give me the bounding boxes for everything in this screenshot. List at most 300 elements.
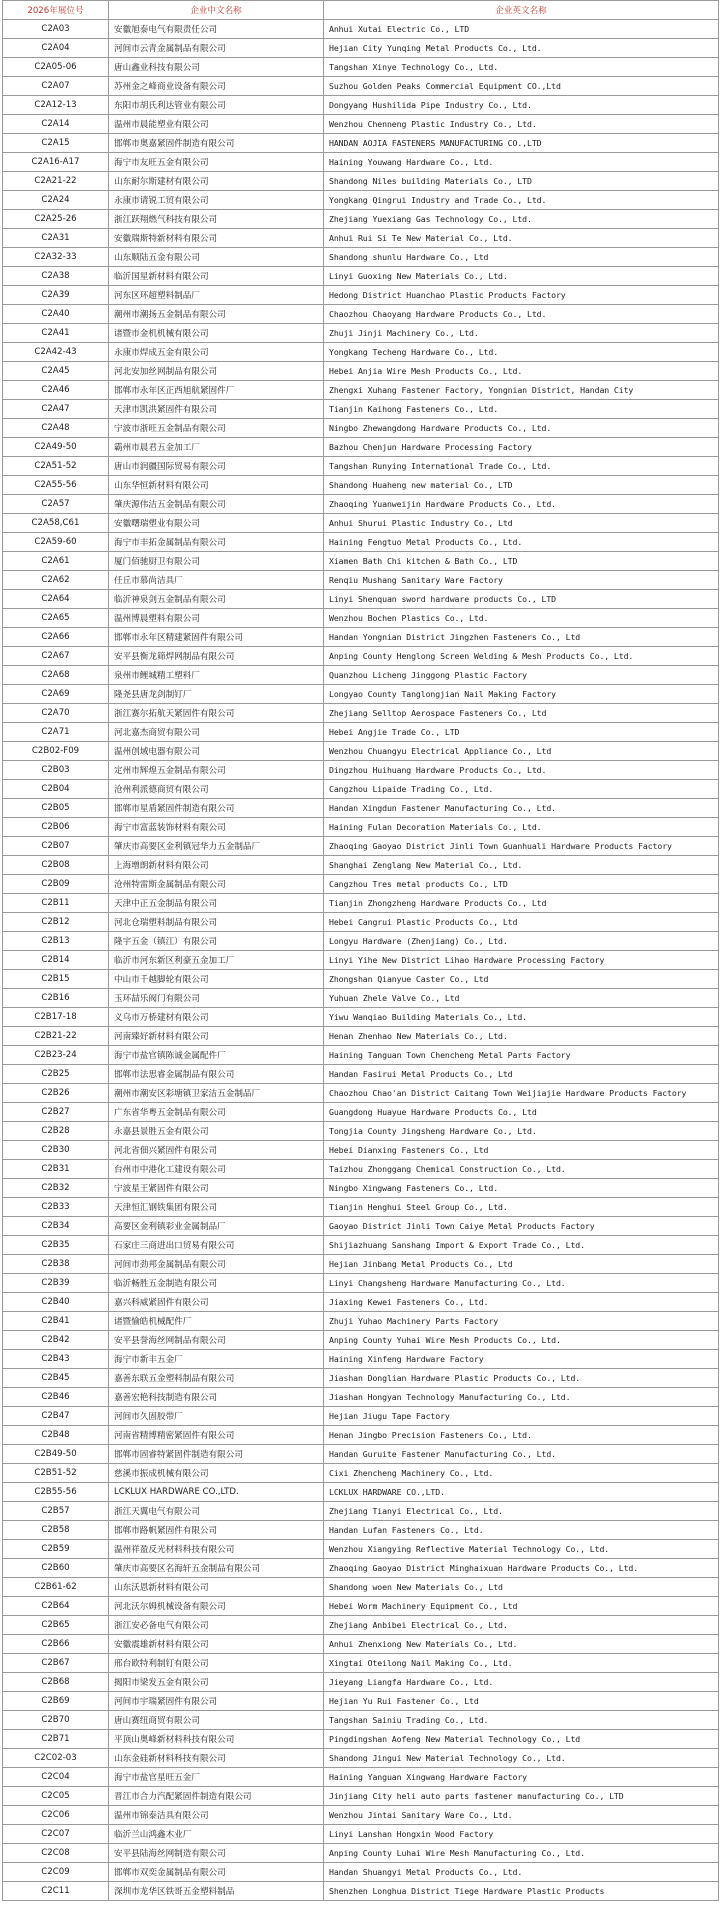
english-name-cell: Anhui Rui Si Te New Material Co., Ltd. — [324, 229, 719, 248]
chinese-name-cell: 广东省华粤五金制品有限公司 — [109, 1103, 324, 1122]
english-name-cell: Shanghai Zenglang New Material Co., Ltd. — [324, 856, 719, 875]
table-row — [3, 704, 719, 723]
booth-number-cell: C2A39 — [3, 286, 109, 305]
booth-number-cell: C2B17-18 — [3, 1008, 109, 1027]
table-row — [3, 362, 719, 381]
booth-number-cell: C2A59-60 — [3, 533, 109, 552]
chinese-name-cell: 唐山鑫业科技有限公司 — [109, 58, 324, 77]
table-row — [3, 970, 719, 989]
english-name-cell: Anping County Henglong Screen Welding & Mesh Products Co., Ltd. — [324, 647, 719, 666]
table-row — [3, 96, 719, 115]
booth-number-cell: C2A15 — [3, 134, 109, 153]
english-name-cell: Hejian Yu Rui Fastener Co., Ltd — [324, 1692, 719, 1711]
booth-number-cell: C2B11 — [3, 894, 109, 913]
booth-number-cell: C2A14 — [3, 115, 109, 134]
chinese-name-cell: 浙江安必备电气有限公司 — [109, 1616, 324, 1635]
chinese-name-cell: 安平县陆海丝网制造有限公司 — [109, 1844, 324, 1863]
chinese-name-cell: 浙江天翼电气有限公司 — [109, 1502, 324, 1521]
chinese-name-cell: 邯郸市双奕金属制品有限公司 — [109, 1863, 324, 1882]
table-row — [3, 628, 719, 647]
booth-number-cell: C2B35 — [3, 1236, 109, 1255]
chinese-name-cell: 邯郸市路帆紧固件有限公司 — [109, 1521, 324, 1540]
booth-number-cell: C2B02-F09 — [3, 742, 109, 761]
chinese-name-cell: 河间市久固胶带厂 — [109, 1407, 324, 1426]
english-name-cell: Wenzhou Xiangying Reflective Material Technology Co., Ltd. — [324, 1540, 719, 1559]
table-row — [3, 552, 719, 571]
table-row — [3, 514, 719, 533]
english-name-cell: Zhaoqing Yuanweijin Hardware Products Co., Ltd. — [324, 495, 719, 514]
chinese-name-cell: 石家庄三商进出口贸易有限公司 — [109, 1236, 324, 1255]
chinese-name-cell: 河北嘉杰商贸有限公司 — [109, 723, 324, 742]
booth-number-cell: C2B15 — [3, 970, 109, 989]
english-name-cell: Haining Xinfeng Hardware Factory — [324, 1350, 719, 1369]
chinese-name-cell: 临沂市河东新区利豪五金加工厂 — [109, 951, 324, 970]
chinese-name-cell: 河南臻好新材料有限公司 — [109, 1027, 324, 1046]
booth-number-cell: C2B13 — [3, 932, 109, 951]
booth-number-cell: C2B60 — [3, 1559, 109, 1578]
chinese-name-cell: 深圳市龙华区铁哥五金塑料制品 — [109, 1882, 324, 1901]
english-name-cell: Jinjiang City heli auto parts fastener manufacturing Co., LTD — [324, 1787, 719, 1806]
english-name-cell: Hebei Dianxing Fasteners Co., Ltd — [324, 1141, 719, 1160]
chinese-name-cell: 霸州市晨君五金加工厂 — [109, 438, 324, 457]
booth-number-cell: C2B46 — [3, 1388, 109, 1407]
english-name-cell: Zhaoqing Gaoyao District Jinli Town Guanhuali Hardware Products Factory — [324, 837, 719, 856]
table-row — [3, 381, 719, 400]
table-row — [3, 742, 719, 761]
booth-number-cell: C2C07 — [3, 1825, 109, 1844]
chinese-name-cell: 临沂兰山鸿鑫木业厂 — [109, 1825, 324, 1844]
booth-number-cell: C2B51-52 — [3, 1464, 109, 1483]
english-name-cell: Wenzhou Chenneng Plastic Industry Co., Ltd. — [324, 115, 719, 134]
chinese-name-cell: 临沂畅胜五金制造有限公司 — [109, 1274, 324, 1293]
english-name-cell: Zhejiang Tianyi Electrical Co., Ltd. — [324, 1502, 719, 1521]
booth-number-cell: C2B32 — [3, 1179, 109, 1198]
chinese-name-cell: 平顶山奥峰新材料科技有限公司 — [109, 1730, 324, 1749]
table-row — [3, 1198, 719, 1217]
chinese-name-cell: 安徽震雄新材料有限公司 — [109, 1635, 324, 1654]
table-row — [3, 875, 719, 894]
booth-number-cell: C2B40 — [3, 1293, 109, 1312]
table-row — [3, 666, 719, 685]
table-row — [3, 647, 719, 666]
english-name-cell: Anhui Shurui Plastic Industry Co., Ltd — [324, 514, 719, 533]
english-name-cell: Dongyang Hushilida Pipe Industry Co., Ltd. — [324, 96, 719, 115]
table-row — [3, 1388, 719, 1407]
booth-number-cell: C2B65 — [3, 1616, 109, 1635]
table-row — [3, 58, 719, 77]
chinese-name-cell: 宁波市浙旺五金制品有限公司 — [109, 419, 324, 438]
booth-number-cell: C2A45 — [3, 362, 109, 381]
table-row — [3, 1274, 719, 1293]
booth-number-cell: C2A64 — [3, 590, 109, 609]
chinese-name-cell: 肇庆市高要区金利镇冠华力五金制品厂 — [109, 837, 324, 856]
table-row — [3, 248, 719, 267]
booth-number-cell: C2B06 — [3, 818, 109, 837]
english-name-cell: Zhuji Jinji Machinery Co., Ltd. — [324, 324, 719, 343]
chinese-name-cell: 山东顺陆五金有限公司 — [109, 248, 324, 267]
table-row — [3, 1179, 719, 1198]
table-row — [3, 571, 719, 590]
english-name-cell: Suzhou Golden Peaks Commercial Equipment CO.,Ltd — [324, 77, 719, 96]
chinese-name-cell: 肇庆市高要区名海轩五金制品有限公司 — [109, 1559, 324, 1578]
table-row — [3, 1103, 719, 1122]
english-name-cell: Jiashan Hongyan Technology Manufacturing Co., Ltd. — [324, 1388, 719, 1407]
chinese-name-cell: 山东沃恩新材料有限公司 — [109, 1578, 324, 1597]
english-name-cell: Henan Zhenhao New Materials Co., Ltd. — [324, 1027, 719, 1046]
table-row — [3, 20, 719, 39]
english-name-cell: Tianjin Henghui Steel Group Co., Ltd. — [324, 1198, 719, 1217]
chinese-name-cell: 温州市锦泰洁具有限公司 — [109, 1806, 324, 1825]
chinese-name-cell: 邯郸市永年区精建紧固件有限公司 — [109, 628, 324, 647]
english-name-cell: Handan Shuangyi Metal Products Co., Ltd. — [324, 1863, 719, 1882]
chinese-name-cell: 邯郸市永年区正西旭航紧固件厂 — [109, 381, 324, 400]
chinese-name-cell: 高要区金利镇彩业金属制品厂 — [109, 1217, 324, 1236]
booth-number-cell: C2A58,C61 — [3, 514, 109, 533]
table-row — [3, 1483, 719, 1502]
booth-number-cell: C2B61-62 — [3, 1578, 109, 1597]
table-row — [3, 1464, 719, 1483]
header-english-name: 企业英文名称 — [324, 1, 719, 20]
table-row — [3, 837, 719, 856]
table-body — [3, 20, 719, 1901]
booth-number-cell: C2A69 — [3, 685, 109, 704]
chinese-name-cell: LCKLUX HARDWARE CO.,LTD. — [109, 1483, 324, 1502]
chinese-name-cell: 河南省精博精密紧固件有限公司 — [109, 1426, 324, 1445]
table-row — [3, 1521, 719, 1540]
english-name-cell: Tianjin Zhongzheng Hardware Products Co., Ltd — [324, 894, 719, 913]
table-row — [3, 1749, 719, 1768]
table-row — [3, 1730, 719, 1749]
english-name-cell: Haining Fengtuo Metal Products Co., Ltd. — [324, 533, 719, 552]
chinese-name-cell: 厦门佰驰厨卫有限公司 — [109, 552, 324, 571]
chinese-name-cell: 海宁市盐官星旺五金厂 — [109, 1768, 324, 1787]
booth-number-cell: C2A25-26 — [3, 210, 109, 229]
booth-number-cell: C2A55-56 — [3, 476, 109, 495]
english-name-cell: Tongjia County Jingsheng Hardware Co., Ltd. — [324, 1122, 719, 1141]
table-row — [3, 533, 719, 552]
chinese-name-cell: 河北省佃兴紧固件有限公司 — [109, 1141, 324, 1160]
booth-number-cell: C2A61 — [3, 552, 109, 571]
table-row — [3, 609, 719, 628]
table-row — [3, 1654, 719, 1673]
booth-number-cell: C2A16-A17 — [3, 153, 109, 172]
booth-number-cell: C2A42-43 — [3, 343, 109, 362]
chinese-name-cell: 永康市焊成五金有限公司 — [109, 343, 324, 362]
table-row — [3, 989, 719, 1008]
chinese-name-cell: 海宁市丰拓金属制品有限公司 — [109, 533, 324, 552]
booth-number-cell: C2B12 — [3, 913, 109, 932]
chinese-name-cell: 永康市请锐工贸有限公司 — [109, 191, 324, 210]
table-row — [3, 1692, 719, 1711]
booth-number-cell: C2C06 — [3, 1806, 109, 1825]
header-booth-number: 2026年展位号 — [3, 1, 109, 20]
table-row — [3, 1426, 719, 1445]
english-name-cell: Ningbo Xingwang Fasteners Co., Ltd. — [324, 1179, 719, 1198]
chinese-name-cell: 温州创域电器有限公司 — [109, 742, 324, 761]
table-row — [3, 951, 719, 970]
chinese-name-cell: 安徽旭泰电气有限责任公司 — [109, 20, 324, 39]
table-row — [3, 1578, 719, 1597]
table-row — [3, 419, 719, 438]
english-name-cell: Hebei Worm Machinery Equipment Co., Ltd — [324, 1597, 719, 1616]
english-name-cell: Gaoyao District Jinli Town Caiye Metal Products Factory — [324, 1217, 719, 1236]
chinese-name-cell: 中山市千越脚轮有限公司 — [109, 970, 324, 989]
chinese-name-cell: 慈溪市振成机械有限公司 — [109, 1464, 324, 1483]
booth-number-cell: C2B21-22 — [3, 1027, 109, 1046]
chinese-name-cell: 嘉善宏艳科技制造有限公司 — [109, 1388, 324, 1407]
chinese-name-cell: 沧州利派德商贸有限公司 — [109, 780, 324, 799]
booth-number-cell: C2B69 — [3, 1692, 109, 1711]
booth-number-cell: C2A49-50 — [3, 438, 109, 457]
booth-number-cell: C2A48 — [3, 419, 109, 438]
table-row — [3, 115, 719, 134]
english-name-cell: Anping County Luhai Wire Mesh Manufacturing Co., Ltd. — [324, 1844, 719, 1863]
chinese-name-cell: 海宁市新丰五金厂 — [109, 1350, 324, 1369]
english-name-cell: Linyi Changsheng Hardware Manufacturing Co., Ltd. — [324, 1274, 719, 1293]
chinese-name-cell: 山东华恒新材料有限公司 — [109, 476, 324, 495]
english-name-cell: Linyi Lanshan Hongxin Wood Factory — [324, 1825, 719, 1844]
chinese-name-cell: 义乌市万桥建材有限公司 — [109, 1008, 324, 1027]
english-name-cell: Wenzhou Jintai Sanitary Ware Co., Ltd. — [324, 1806, 719, 1825]
chinese-name-cell: 山东金硅新材料科技有限公司 — [109, 1749, 324, 1768]
table-row — [3, 324, 719, 343]
booth-number-cell: C2C02-03 — [3, 1749, 109, 1768]
english-name-cell: Xiamen Bath Chi kitchen & Bath Co., LTD — [324, 552, 719, 571]
booth-number-cell: C2B42 — [3, 1331, 109, 1350]
chinese-name-cell: 嘉兴科威紧固件有限公司 — [109, 1293, 324, 1312]
booth-number-cell: C2B14 — [3, 951, 109, 970]
table-row — [3, 1312, 719, 1331]
chinese-name-cell: 河北安加丝网制品有限公司 — [109, 362, 324, 381]
english-name-cell: Shandong Jingui New Material Technology Co., Ltd. — [324, 1749, 719, 1768]
table-row — [3, 723, 719, 742]
chinese-name-cell: 邯郸市奥嘉紧固件制造有限公司 — [109, 134, 324, 153]
chinese-name-cell: 揭阳市梁发五金有限公司 — [109, 1673, 324, 1692]
table-row — [3, 229, 719, 248]
english-name-cell: HANDAN AOJIA FASTENERS MANUFACTURING CO.,LTD — [324, 134, 719, 153]
exhibitor-table — [2, 0, 719, 1901]
table-row — [3, 495, 719, 514]
booth-number-cell: C2B57 — [3, 1502, 109, 1521]
table-row — [3, 1065, 719, 1084]
table-row — [3, 1863, 719, 1882]
booth-number-cell: C2A05-06 — [3, 58, 109, 77]
booth-number-cell: C2A67 — [3, 647, 109, 666]
booth-number-cell: C2B47 — [3, 1407, 109, 1426]
english-name-cell: Hejian Jinbang Metal Products Co., Ltd — [324, 1255, 719, 1274]
english-name-cell: Shandong shunlu Hardware Co., Ltd — [324, 248, 719, 267]
chinese-name-cell: 隆宇五金（镇江）有限公司 — [109, 932, 324, 951]
booth-number-cell: C2A32-33 — [3, 248, 109, 267]
table-row — [3, 305, 719, 324]
chinese-name-cell: 诸暨愉皓机械配件厂 — [109, 1312, 324, 1331]
english-name-cell: Tangshan Runying International Trade Co., Ltd. — [324, 457, 719, 476]
english-name-cell: Tangshan Sainiu Trading Co., Ltd. — [324, 1711, 719, 1730]
booth-number-cell: C2B67 — [3, 1654, 109, 1673]
table-row — [3, 1445, 719, 1464]
english-name-cell: Shenzhen Longhua District Tiege Hardware Plastic Products — [324, 1882, 719, 1901]
english-name-cell: Henan Jingbo Precision Fasteners Co., Ltd. — [324, 1426, 719, 1445]
table-row — [3, 685, 719, 704]
table-row — [3, 1331, 719, 1350]
booth-number-cell: C2B68 — [3, 1673, 109, 1692]
booth-number-cell: C2A47 — [3, 400, 109, 419]
table-row — [3, 1369, 719, 1388]
english-name-cell: Handan Lufan Fasteners Co., Ltd. — [324, 1521, 719, 1540]
booth-number-cell: C2A12-13 — [3, 96, 109, 115]
english-name-cell: Anhui Xutai Electric Co., LTD — [324, 20, 719, 39]
table-row — [3, 1217, 719, 1236]
english-name-cell: Pingdingshan Aofeng New Material Technology Co., Ltd — [324, 1730, 719, 1749]
english-name-cell: Jiaxing Kewei Fasteners Co., Ltd. — [324, 1293, 719, 1312]
table-row — [3, 267, 719, 286]
chinese-name-cell: 浙江跃翔燃气科技有限公司 — [109, 210, 324, 229]
booth-number-cell: C2B27 — [3, 1103, 109, 1122]
english-name-cell: Xingtai Oteilong Nail Making Co., Ltd. — [324, 1654, 719, 1673]
english-name-cell: Zhuji Yuhao Machinery Parts Factory — [324, 1312, 719, 1331]
chinese-name-cell: 苏州金之峰商业设备有限公司 — [109, 77, 324, 96]
chinese-name-cell: 上海增朗新材料有限公司 — [109, 856, 324, 875]
chinese-name-cell: 台州市中港化工建设有限公司 — [109, 1160, 324, 1179]
english-name-cell: Shandong woen New Materials Co., Ltd — [324, 1578, 719, 1597]
chinese-name-cell: 河东区环超塑料制品厂 — [109, 286, 324, 305]
table-row — [3, 1559, 719, 1578]
chinese-name-cell: 玉环喆乐阀门有限公司 — [109, 989, 324, 1008]
chinese-name-cell: 潮州市潮扬五金制品有限公司 — [109, 305, 324, 324]
booth-number-cell: C2B43 — [3, 1350, 109, 1369]
booth-number-cell: C2B45 — [3, 1369, 109, 1388]
chinese-name-cell: 山东耐尔斯建材有限公司 — [109, 172, 324, 191]
table-row — [3, 1084, 719, 1103]
chinese-name-cell: 邯郸市法思睿金属制品有限公司 — [109, 1065, 324, 1084]
table-row — [3, 1122, 719, 1141]
booth-number-cell: C2B04 — [3, 780, 109, 799]
chinese-name-cell: 临沂神泉剑五金制品有限公司 — [109, 590, 324, 609]
english-name-cell: Taizhou Zhonggang Chemical Construction Co., Ltd. — [324, 1160, 719, 1179]
table-row — [3, 1673, 719, 1692]
booth-number-cell: C2A07 — [3, 77, 109, 96]
table-row — [3, 476, 719, 495]
booth-number-cell: C2B30 — [3, 1141, 109, 1160]
chinese-name-cell: 邯郸市星盾紧固件制造有限公司 — [109, 799, 324, 818]
chinese-name-cell: 肇庆源伟洁五金制品有限公司 — [109, 495, 324, 514]
header-chinese-name: 企业中文名称 — [109, 1, 324, 20]
booth-number-cell: C2A46 — [3, 381, 109, 400]
chinese-name-cell: 河北沃尔姆机械设备有限公司 — [109, 1597, 324, 1616]
booth-number-cell: C2A70 — [3, 704, 109, 723]
table-row — [3, 343, 719, 362]
english-name-cell: Handan Xingdun Fastener Manufacturing Co., Ltd. — [324, 799, 719, 818]
booth-number-cell: C2B66 — [3, 1635, 109, 1654]
booth-number-cell: C2B64 — [3, 1597, 109, 1616]
english-name-cell: Haining Fulan Decoration Materials Co., Ltd. — [324, 818, 719, 837]
english-name-cell: Chaozhou Chaoyang Hardware Products Co., Ltd. — [324, 305, 719, 324]
booth-number-cell: C2C09 — [3, 1863, 109, 1882]
header-row — [3, 1, 719, 20]
table-row — [3, 438, 719, 457]
table-row — [3, 172, 719, 191]
chinese-name-cell: 安徽曙瑞塑业有限公司 — [109, 514, 324, 533]
table-row — [3, 1350, 719, 1369]
chinese-name-cell: 临沂国星新材料有限公司 — [109, 267, 324, 286]
english-name-cell: Wenzhou Bochen Plastics Co., Ltd. — [324, 609, 719, 628]
english-name-cell: Tianjin Kaihong Fasteners Co., Ltd. — [324, 400, 719, 419]
chinese-name-cell: 潮州市潮安区彩塘镇卫家洁五金制品厂 — [109, 1084, 324, 1103]
english-name-cell: Longyao County Tanglongjian Nail Making Factory — [324, 685, 719, 704]
booth-number-cell: C2B07 — [3, 837, 109, 856]
chinese-name-cell: 天津中正五金制品有限公司 — [109, 894, 324, 913]
booth-number-cell: C2B38 — [3, 1255, 109, 1274]
booth-number-cell: C2B41 — [3, 1312, 109, 1331]
booth-number-cell: C2B31 — [3, 1160, 109, 1179]
table-row — [3, 761, 719, 780]
english-name-cell: Cangzhou Tres metal products Co., LTD — [324, 875, 719, 894]
chinese-name-cell: 浙江赛尔拓航天紧固件有限公司 — [109, 704, 324, 723]
english-name-cell: Anhui Zhenxiong New Materials Co., Ltd. — [324, 1635, 719, 1654]
chinese-name-cell: 定州市辉煌五金制品有限公司 — [109, 761, 324, 780]
chinese-name-cell: 河间市宇瑞紧固件有限公司 — [109, 1692, 324, 1711]
chinese-name-cell: 永嘉县景胜五金有限公司 — [109, 1122, 324, 1141]
english-name-cell: Anping County Yuhai Wire Mesh Products Co., Ltd. — [324, 1331, 719, 1350]
table-row — [3, 590, 719, 609]
table-row — [3, 1027, 719, 1046]
booth-number-cell: C2A04 — [3, 39, 109, 58]
table-row — [3, 1160, 719, 1179]
table-row — [3, 1597, 719, 1616]
english-name-cell: Cixi Zhencheng Machinery Co., Ltd. — [324, 1464, 719, 1483]
table-row — [3, 153, 719, 172]
english-name-cell: Haining Youwang Hardware Co., Ltd. — [324, 153, 719, 172]
booth-number-cell: C2B28 — [3, 1122, 109, 1141]
table-row — [3, 1635, 719, 1654]
table-row — [3, 1616, 719, 1635]
chinese-name-cell: 海宁市富蓝装饰材料有限公司 — [109, 818, 324, 837]
table-row — [3, 210, 719, 229]
table-row — [3, 400, 719, 419]
booth-number-cell: C2C04 — [3, 1768, 109, 1787]
english-name-cell: Handan Fasirui Metal Products Co., Ltd — [324, 1065, 719, 1084]
chinese-name-cell: 唐山市润疆国际贸易有限公司 — [109, 457, 324, 476]
booth-number-cell: C2B09 — [3, 875, 109, 894]
english-name-cell: Zhejiang Anbibei Electrical Co., Ltd. — [324, 1616, 719, 1635]
english-name-cell: Wenzhou Chuangyu Electrical Appliance Co., Ltd — [324, 742, 719, 761]
chinese-name-cell: 温州市晨能塑业有限公司 — [109, 115, 324, 134]
chinese-name-cell: 东阳市胡氏利达管业有限公司 — [109, 96, 324, 115]
english-name-cell: Linyi Guoxing New Materials Co., Ltd. — [324, 267, 719, 286]
booth-number-cell: C2A65 — [3, 609, 109, 628]
table-row — [3, 77, 719, 96]
english-name-cell: Zhongshan Qianyue Caster Co., Ltd — [324, 970, 719, 989]
table-row — [3, 1540, 719, 1559]
booth-number-cell: C2B34 — [3, 1217, 109, 1236]
english-name-cell: Renqiu Mushang Sanitary Ware Factory — [324, 571, 719, 590]
booth-number-cell: C2C11 — [3, 1882, 109, 1901]
chinese-name-cell: 晋江市合力汽配紧固件制造有限公司 — [109, 1787, 324, 1806]
chinese-name-cell: 温州博晨塑料有限公司 — [109, 609, 324, 628]
chinese-name-cell: 河间市劲邦金属制品有限公司 — [109, 1255, 324, 1274]
chinese-name-cell: 邢台欧特利制钉有限公司 — [109, 1654, 324, 1673]
table-row — [3, 1502, 719, 1521]
chinese-name-cell: 温州祥盈反光材料科技有限公司 — [109, 1540, 324, 1559]
english-name-cell: Haining Tanguan Town Chencheng Metal Parts Factory — [324, 1046, 719, 1065]
booth-number-cell: C2C08 — [3, 1844, 109, 1863]
table-row — [3, 191, 719, 210]
table-row — [3, 1236, 719, 1255]
table-row — [3, 286, 719, 305]
booth-number-cell: C2A62 — [3, 571, 109, 590]
booth-number-cell: C2B16 — [3, 989, 109, 1008]
english-name-cell: Shijiazhuang Sanshang Import & Export Trade Co., Ltd. — [324, 1236, 719, 1255]
